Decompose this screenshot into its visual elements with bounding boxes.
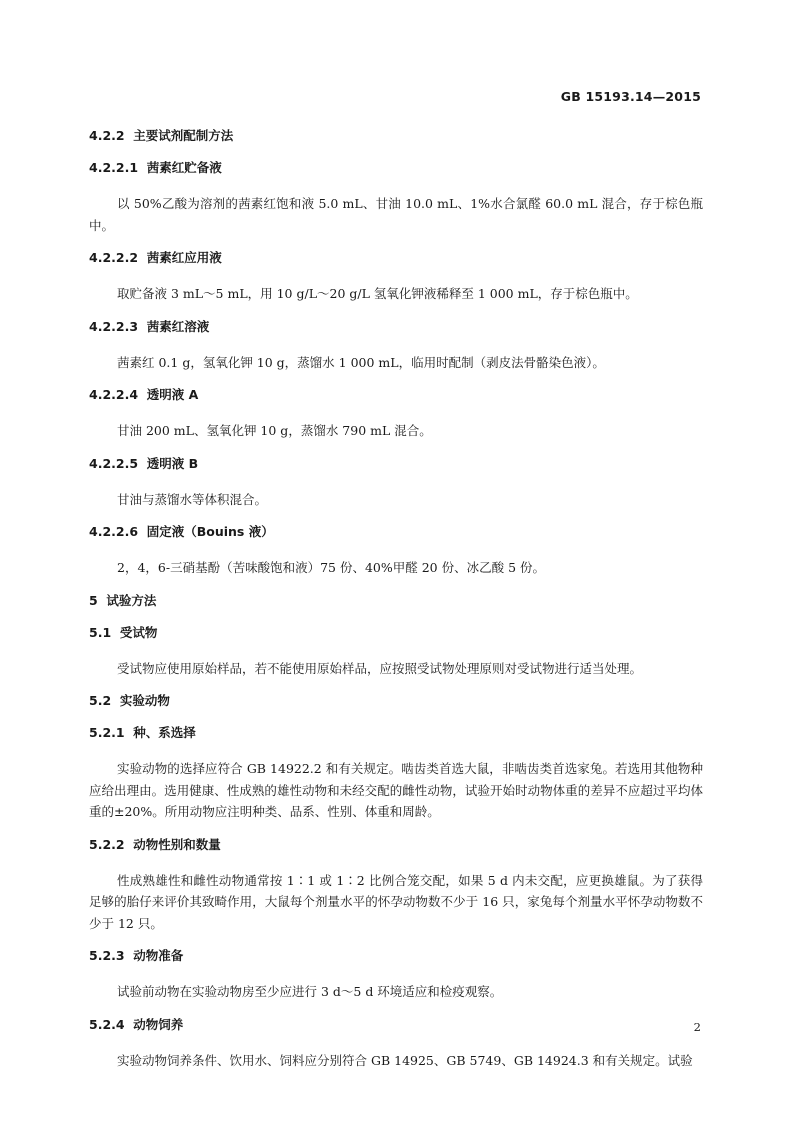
spacer	[89, 966, 703, 981]
spacer	[89, 236, 703, 248]
section-heading: 5.2.1 种、系选择	[89, 725, 196, 740]
section-heading: 4.2.2.5 透明液 B	[89, 455, 199, 471]
spacer	[89, 679, 703, 691]
section-heading: 4.2.2.1 茜素红贮备液	[89, 160, 222, 175]
spacer	[89, 474, 703, 489]
spacer	[89, 337, 703, 352]
spacer	[89, 146, 703, 158]
section-heading: 4.2.2.6 固定液（Bouins 液）	[89, 524, 274, 539]
paragraph: 实验动物的选择应符合 GB 14922.2 和有关规定。啮齿类首选大鼠，非啮齿类首选家兔。若选用其他物种应给出理由。选用健康、性成熟的雄性动物和未经交配的雌性动物，试验开始时动物体重的差异不应超过平均体重的±20%。所用动物应注明种类、品系、性别、体重和周龄。	[89, 761, 703, 819]
paragraph: 以 50%乙酸为溶剂的茜素红饱和液 5.0 mL、甘油 10.0 mL、1%水合氯醛 60.0 mL 混合，存于棕色瓶中。	[89, 196, 703, 233]
spacer	[89, 823, 703, 835]
paragraph: 2，4，6-三硝基酚（苦味酸饱和液）75 份、40%甲醛 20 份、冰乙酸 5 份。	[117, 560, 545, 575]
section-heading: 4.2.2.3 茜素红溶液	[89, 318, 210, 334]
spacer	[89, 855, 703, 870]
spacer	[89, 1003, 703, 1015]
spacer	[89, 442, 703, 454]
paragraph: 甘油 200 mL、氢氧化钾 10 g，蒸馏水 790 mL 混合。	[117, 423, 432, 438]
document-body	[89, 126, 703, 1071]
paragraph: 试验前动物在实验动物房至少应进行 3 d～5 d 环境适应和检疫观察。	[117, 984, 503, 999]
section-heading: 5.2 实验动物	[89, 693, 170, 708]
spacer	[89, 268, 703, 283]
spacer	[89, 373, 703, 385]
paragraph: 性成熟雄性和雌性动物通常按 1∶1 或 1∶2 比例合笼交配，如果 5 d 内未交配，应更换雄鼠。为了获得足够的胎仔来评价其致畸作用，大鼠每个剂量水平的怀孕动物数不少于 16 只，家兔每个剂量水平怀孕动物数不少于 12 只。	[89, 872, 703, 931]
section-heading: 4.2.2 主要试剂配制方法	[89, 128, 234, 143]
paragraph: 受试物应使用原始样品，若不能使用原始样品，应按照受试物处理原则对受试物进行适当处理。	[117, 660, 643, 676]
paragraph: 实验动物饲养条件、饮用水、饲料应分别符合 GB 14925、GB 5749、GB 14924.3 和有关规定。试验	[117, 1052, 693, 1068]
spacer	[89, 1035, 703, 1050]
section-heading: 4.2.2.2 茜素红应用液	[89, 250, 222, 265]
spacer	[89, 934, 703, 946]
section-heading: 5.2.4 动物饲养	[89, 1016, 184, 1032]
paragraph: 甘油与蒸馏水等体积混合。	[117, 491, 268, 507]
section-heading: 5.2.2 动物性别和数量	[89, 836, 221, 852]
spacer	[89, 611, 703, 623]
paragraph: 茜素红 0.1 g，氢氧化钾 10 g，蒸馏水 1 000 mL，临用时配制（剥皮法骨骼染色液）。	[117, 354, 605, 370]
page-number: 2	[693, 1020, 701, 1034]
section-heading: 5.1 受试物	[89, 624, 158, 640]
spacer	[89, 510, 703, 522]
spacer	[89, 711, 703, 723]
spacer	[89, 405, 703, 420]
paragraph: 取贮备液 3 mL～5 mL，用 10 g/L～20 g/L 氢氧化钾液稀释至 1 000 mL，存于棕色瓶中。	[117, 286, 638, 301]
section-heading: 4.2.2.4 透明液 A	[89, 387, 199, 402]
spacer	[89, 643, 703, 658]
section-heading: 5 试验方法	[89, 592, 157, 608]
standard-code-header: GB 15193.14—2015	[560, 89, 701, 104]
spacer	[89, 579, 703, 591]
spacer	[89, 542, 703, 557]
spacer	[89, 305, 703, 317]
section-heading: 5.2.3 动物准备	[89, 948, 184, 963]
spacer	[89, 178, 703, 193]
spacer	[89, 743, 703, 758]
